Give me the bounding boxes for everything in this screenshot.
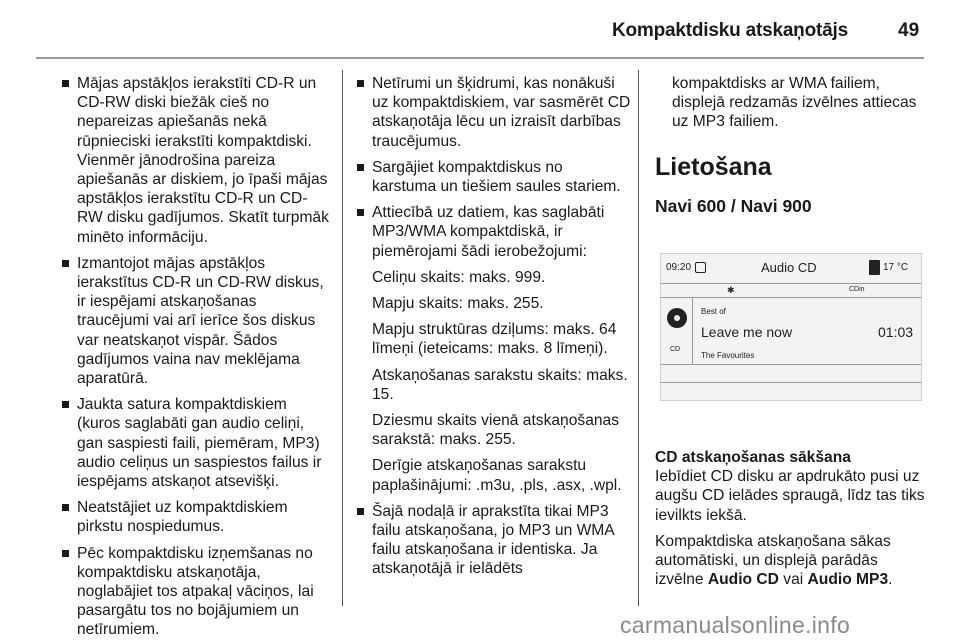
column-divider-2 bbox=[638, 70, 639, 606]
clock-icon bbox=[695, 262, 706, 273]
limit-item: Dziesmu skaits vienā atskaņošanas sarakstā: maks. 255. bbox=[372, 412, 620, 449]
limit-item: Atskaņošanas sarakstu skaits: maks. 15. bbox=[372, 366, 628, 403]
section-subheading: Navi 600 / Navi 900 bbox=[655, 195, 812, 216]
track-title: Leave me now bbox=[701, 324, 793, 340]
audio-cd-screen-image bbox=[660, 253, 922, 401]
screen-status-bar bbox=[661, 254, 921, 284]
bullet-item: Attiecībā uz datiem, kas saglabāti MP3/WMA kompaktdiskā, ir piemērojami šādi ierobežojumi: bbox=[355, 203, 631, 261]
menu-name-audio-cd: Audio CD bbox=[707, 571, 779, 589]
watermark: carmanualsonline.info bbox=[620, 612, 851, 638]
screen-divider bbox=[661, 364, 921, 365]
column-3-lower bbox=[655, 448, 927, 596]
page-header bbox=[0, 0, 960, 62]
bullet-item: Pēc kompaktdisku izņemšanas no kompaktdisku atskaņotāja, noglabājiet tos atpakaļ vāciņos, lai pasargātu tos no bojājumiem un netīrumiem. bbox=[60, 544, 332, 640]
screen-temperature: 17 °C bbox=[883, 262, 909, 273]
screen-source: CDin bbox=[849, 286, 865, 293]
limit-item: Celiņu skaits: maks. 999. bbox=[372, 268, 546, 286]
paragraph-text: vai bbox=[783, 571, 804, 589]
menu-name-audio-mp3: Audio MP3 bbox=[807, 571, 889, 589]
paragraph: Iebīdiet CD disku ar apdrukāto pusi uz augšu CD ielādes spraugā, līdz tas tiks ievilkts iekšā. bbox=[655, 468, 925, 524]
bluetooth-icon: ✱ bbox=[727, 285, 735, 295]
limit-item: Derīgie atskaņošanas sarakstu paplašinājumi: .m3u, .pls, .asx, .wpl. bbox=[372, 457, 622, 494]
header-divider bbox=[36, 57, 924, 59]
paragraph bbox=[655, 532, 927, 590]
screen-time: 09:20 bbox=[666, 262, 692, 273]
cd-disc-icon bbox=[667, 308, 687, 328]
limit-item: Mapju skaits: maks. 255. bbox=[372, 295, 544, 313]
paragraph-text: Kompaktdiska atskaņošana sākas automātiski, un displejā parādās izvēlne bbox=[655, 532, 891, 589]
phone-icon bbox=[869, 260, 880, 275]
column-1 bbox=[60, 74, 332, 642]
bullet-item: Netīrumi un šķidrumi, kas nonākuši uz kompaktdiskiem, var sasmērēt CD atskaņotāja lēcu un izraisīt darbības traucējumus. bbox=[355, 74, 631, 151]
section-heading: Lietošana bbox=[655, 152, 772, 181]
screen-divider bbox=[661, 382, 921, 383]
bullet-item: Neatstājiet uz kompaktdiskiem pirkstu nospiedumus. bbox=[60, 498, 332, 536]
limit-item: Mapju struktūras dziļums: maks. 64 līmeņi (ieteicams: maks. 8 līmeņi). bbox=[372, 321, 617, 358]
continuation-text: kompaktdisks ar WMA failiem, displejā redzamās izvēlnes attiecas uz MP3 failiem. bbox=[672, 75, 917, 131]
page-title: Kompaktdisku atskaņotājs bbox=[612, 20, 848, 41]
cd-source-panel bbox=[661, 298, 693, 364]
column-3 bbox=[655, 74, 927, 236]
column-2 bbox=[355, 74, 631, 586]
bullet-item: Šajā nodaļā ir aprakstīta tikai MP3 failu atskaņošana, jo MP3 un WMA failu atskaņošana ir identiska. Ja atskaņotājā ir ielādēts bbox=[355, 502, 631, 579]
cd-label: CD bbox=[670, 346, 681, 353]
artist-name: The Favourites bbox=[701, 351, 755, 360]
bullet-item: Sargājiet kompaktdiskus no karstuma un tiešiem saules stariem. bbox=[355, 158, 631, 196]
column-divider-1 bbox=[342, 70, 343, 606]
paragraph-text: . bbox=[888, 571, 893, 589]
page-number: 49 bbox=[898, 20, 920, 41]
album-name: Best of bbox=[701, 307, 726, 316]
screen-title: Audio CD bbox=[761, 260, 817, 275]
bullet-item: Izmantojot mājas apstākļos ierakstītus CD-R un CD-RW diskus, ir iespējami atskaņošanas traucējumi vai arī ierīce šos diskus var neatskaņot vispār. Šādos gadījumos vaina nav meklējama aparatūrā. bbox=[60, 254, 332, 388]
bullet-item: Mājas apstākļos ierakstīti CD-R un CD-RW diski biežāk cieš no nepareizas apiešanās nekā rūpnieciski ierakstīti kompaktdiski. Vienmēr jānodrošina pareiza apiešanās ar diskiem, jo īpaši mājas apstākļos ierakstītu CD-R un CD-RW disku gadījumos. Skatīt turpmāk minēto informāciju. bbox=[60, 74, 332, 247]
screen-info-bar bbox=[661, 284, 921, 298]
section-title: CD atskaņošanas sākšana bbox=[655, 449, 851, 466]
track-duration: 01:03 bbox=[878, 324, 914, 340]
bullet-item: Jaukta satura kompaktdiskiem (kuros saglabāti gan audio celiņi, gan saspiesti faili, piemēram, MP3) audio celiņus un saspiestos failus ir iespējams atskaņot atsevišķi. bbox=[60, 395, 332, 491]
